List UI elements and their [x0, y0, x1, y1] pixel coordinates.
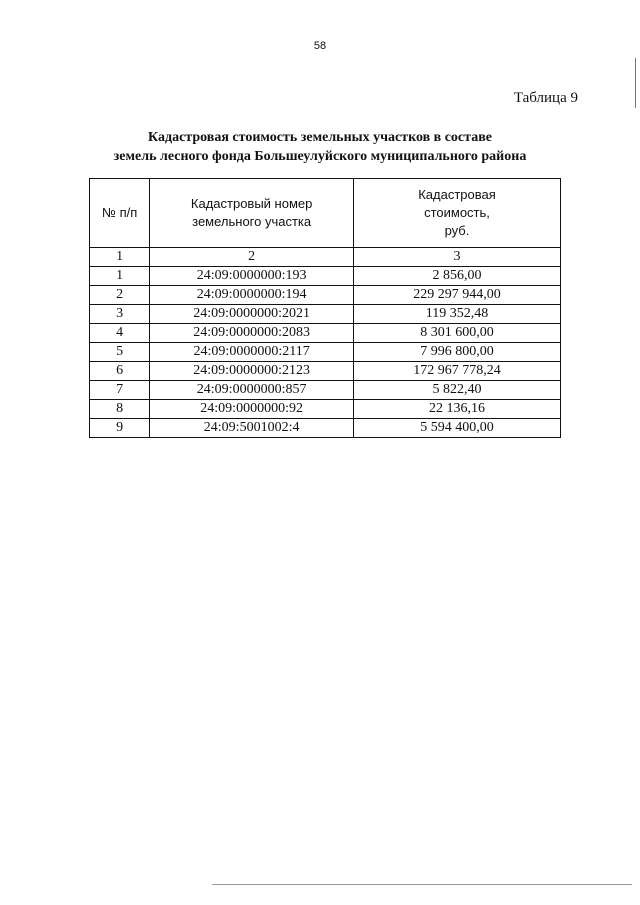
cadastral-value-cell: 5 594 400,00	[353, 419, 560, 438]
column-number-cell: 3	[353, 248, 560, 267]
cadastral-number-cell: 24:09:0000000:92	[150, 400, 354, 419]
row-number-cell: 3	[90, 305, 150, 324]
cadastral-value-cell: 119 352,48	[353, 305, 560, 324]
header-row-number	[90, 179, 150, 248]
document-title	[0, 128, 640, 166]
cadastral-number-cell: 24:09:0000000:2083	[150, 324, 354, 343]
cadastral-value-cell: 8 301 600,00	[353, 324, 560, 343]
table-label: Таблица 9	[513, 90, 578, 106]
cadastral-number-cell: 24:09:5001002:4	[150, 419, 354, 438]
cadastral-value-cell: 229 297 944,00	[353, 286, 560, 305]
cadastral-number-cell: 24:09:0000000:2021	[150, 305, 354, 324]
header-cadastral-value	[353, 179, 560, 248]
table-row	[90, 267, 561, 286]
cadastral-value-cell: 172 967 778,24	[353, 362, 560, 381]
header-cadastral-number	[150, 179, 354, 248]
header-cadastral-value-line-3: руб.	[444, 223, 470, 238]
cadastral-value-cell: 7 996 800,00	[353, 343, 560, 362]
scan-edge-mark	[635, 58, 636, 108]
table-row	[90, 419, 561, 438]
row-number-cell: 9	[90, 419, 150, 438]
cadastral-number-cell: 24:09:0000000:2123	[150, 362, 354, 381]
header-cadastral-number-line-2: земельного участка	[192, 214, 312, 229]
cadastral-number-cell: 24:09:0000000:857	[150, 381, 354, 400]
table-row	[90, 400, 561, 419]
table-row	[90, 305, 561, 324]
page-number: 58	[313, 40, 327, 52]
title-line-2: земель лесного фонда Большеулуйского муниципального района	[113, 149, 527, 164]
column-number-cell: 1	[90, 248, 150, 267]
table-row	[90, 324, 561, 343]
row-number-cell: 2	[90, 286, 150, 305]
row-number-cell: 1	[90, 267, 150, 286]
cadastral-value-cell: 5 822,40	[353, 381, 560, 400]
title-line-1: Кадастровая стоимость земельных участков в составе	[148, 130, 492, 145]
table-row	[90, 362, 561, 381]
cadastral-value-table	[89, 178, 561, 438]
row-number-cell: 6	[90, 362, 150, 381]
row-number-cell: 8	[90, 400, 150, 419]
cadastral-number-cell: 24:09:0000000:194	[150, 286, 354, 305]
table-row	[90, 343, 561, 362]
footer-rule	[212, 884, 632, 885]
cadastral-number-cell: 24:09:0000000:193	[150, 267, 354, 286]
header-row-number-label: № п/п	[102, 205, 138, 220]
cadastral-number-cell: 24:09:0000000:2117	[150, 343, 354, 362]
row-number-cell: 5	[90, 343, 150, 362]
row-number-cell: 7	[90, 381, 150, 400]
column-number-cell: 2	[150, 248, 354, 267]
row-number-cell: 4	[90, 324, 150, 343]
header-cadastral-value-line-2: стоимость,	[424, 205, 490, 220]
cadastral-value-cell: 22 136,16	[353, 400, 560, 419]
cadastral-value-cell: 2 856,00	[353, 267, 560, 286]
table-header-row	[90, 179, 561, 248]
column-number-row	[90, 248, 561, 267]
header-cadastral-value-line-1: Кадастровая	[418, 187, 496, 202]
table-row	[90, 286, 561, 305]
table-row	[90, 381, 561, 400]
header-cadastral-number-line-1: Кадастровый номер	[190, 196, 313, 211]
